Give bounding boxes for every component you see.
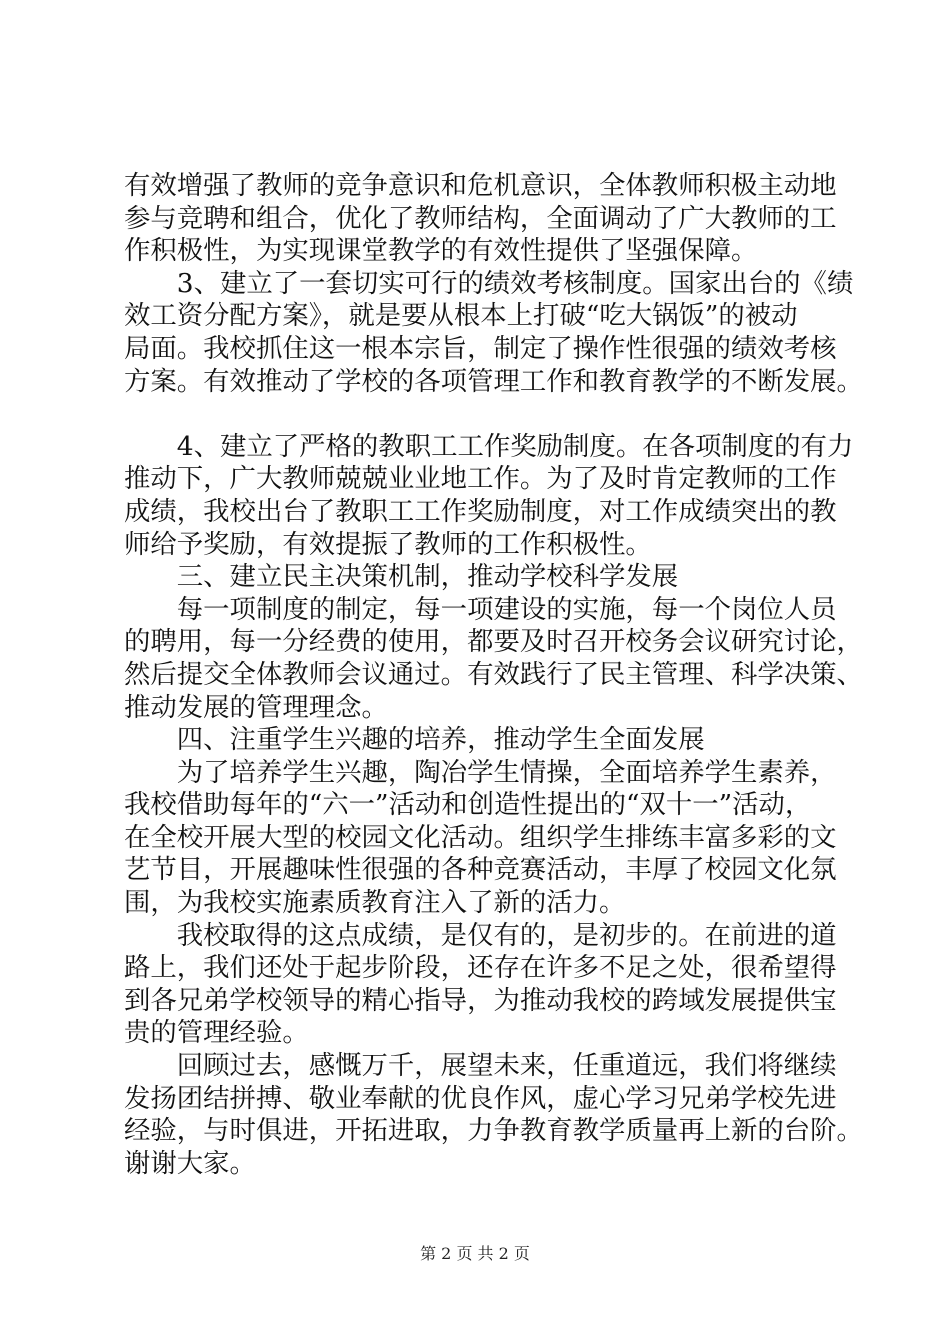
text-line: 围，为我校实施素质教育注入了新的活力。	[124, 887, 626, 919]
text-line: 作积极性，为实现课堂教学的有效性提供了坚强保障。	[124, 235, 758, 267]
text-line: 局面。我校抓住这一根本宗旨，制定了操作性很强的绩效考核	[124, 332, 837, 364]
text-line: 我校借助每年的“六一”活动和创造性提出的“双十一”活动，	[124, 789, 812, 821]
text-line: 艺节目，开展趣味性很强的各种竞赛活动，丰厚了校园文化氛	[124, 854, 837, 886]
text-line: 方案。有效推动了学校的各项管理工作和教育教学的不断发展。	[124, 365, 863, 397]
text-line: 贵的管理经验。	[124, 1017, 309, 1049]
text-line: 推动下，广大教师兢兢业业地工作。为了及时肯定教师的工作	[124, 463, 837, 495]
text-line: 3、建立了一套切实可行的绩效考核制度。国家出台的《绩	[124, 267, 854, 299]
text-line: 然后提交全体教师会议通过。有效践行了民主管理、科学决策、	[124, 658, 863, 690]
section-heading: 四、注重学生兴趣的培养，推动学生全面发展	[124, 724, 705, 756]
text-line: 师给予奖励，有效提振了教师的工作积极性。	[124, 528, 652, 560]
text-line: 推动发展的管理理念。	[124, 691, 388, 723]
blank-line	[124, 398, 844, 431]
body-text	[124, 170, 863, 1180]
text-line: 每一项制度的制定，每一项建设的实施，每一个岗位人员	[124, 593, 837, 625]
text-line: 有效增强了教师的竞争意识和危机意识，全体教师积极主动地	[124, 170, 837, 201]
text-line: 回顾过去，感慨万千，展望未来，任重道远，我们将继续	[124, 1050, 837, 1082]
text-line: 成绩，我校出台了教职工工作奖励制度，对工作成绩突出的教	[124, 495, 837, 527]
text-line: 经验，与时俱进，开拓进取，力争教育教学质量再上新的台阶。	[124, 1115, 863, 1147]
page-number-footer: 第 2 页 共 2 页	[420, 1244, 530, 1263]
text-line: 发扬团结拼搏、敬业奉献的优良作风，虚心学习兄弟学校先进	[124, 1082, 837, 1114]
section-heading: 三、建立民主决策机制，推动学校科学发展	[124, 561, 679, 593]
text-line: 我校取得的这点成绩，是仅有的，是初步的。在前进的道	[124, 919, 837, 951]
text-line: 在全校开展大型的校园文化活动。组织学生排练丰富多彩的文	[124, 821, 837, 853]
text-line: 谢谢大家。	[124, 1147, 256, 1179]
text-line: 效工资分配方案》，就是要从根本上打破“吃大锅饭”的被动	[124, 300, 798, 332]
text-line: 为了培养学生兴趣，陶冶学生情操，全面培养学生素养，	[124, 756, 837, 788]
text-line: 到各兄弟学校领导的精心指导，为推动我校的跨域发展提供宝	[124, 984, 837, 1016]
text-line: 参与竞聘和组合，优化了教师结构，全面调动了广大教师的工	[124, 202, 837, 234]
text-line: 路上，我们还处于起步阶段，还存在许多不足之处，很希望得	[124, 952, 837, 984]
text-line: 4、建立了严格的教职工工作奖励制度。在各项制度的有力	[124, 430, 854, 462]
text-line: 的聘用，每一分经费的使用，都要及时召开校务会议研究讨论，	[124, 626, 863, 658]
